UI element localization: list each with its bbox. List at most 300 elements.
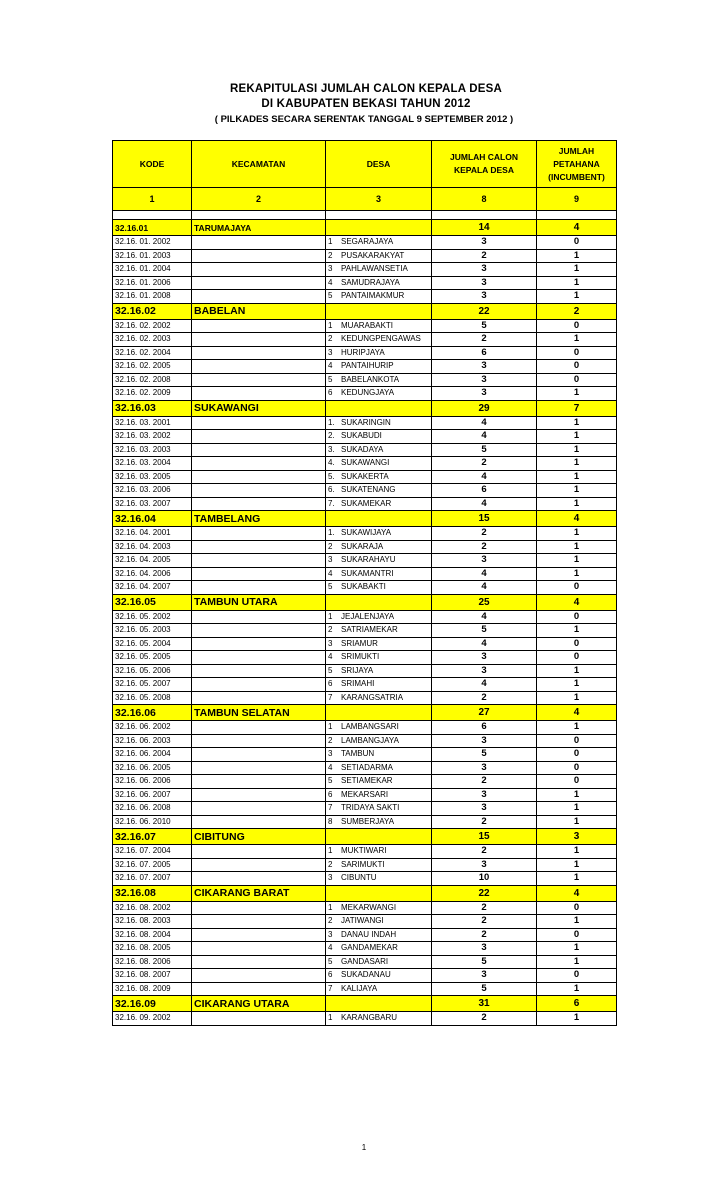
desa-jumlah-petahana: 1	[537, 955, 617, 969]
column-number: 2	[192, 188, 326, 211]
desa-cell	[326, 443, 432, 457]
desa-index: 1	[328, 846, 333, 856]
desa-cell	[326, 484, 432, 498]
desa-jumlah-calon: 2	[432, 691, 537, 705]
desa-row	[113, 678, 617, 692]
desa-name: JEJALENJAYA	[341, 611, 395, 621]
desa-jumlah-petahana: 1	[537, 290, 617, 304]
kecamatan-row	[113, 705, 617, 721]
desa-name: SUKAWANGI	[341, 458, 390, 468]
desa-jumlah-calon: 4	[432, 416, 537, 430]
desa-row	[113, 567, 617, 581]
desa-jumlah-petahana: 1	[537, 497, 617, 511]
gap-cell	[192, 211, 326, 220]
desa-index: 2	[328, 250, 333, 260]
desa-kecamatan-blank	[192, 624, 326, 638]
desa-jumlah-calon: 3	[432, 802, 537, 816]
desa-cell	[326, 416, 432, 430]
desa-code: 32.16. 02. 2004	[113, 346, 192, 360]
desa-jumlah-petahana: 1	[537, 416, 617, 430]
desa-code: 32.16. 05. 2008	[113, 691, 192, 705]
kecamatan-total-calon: 22	[432, 303, 537, 319]
desa-kecamatan-blank	[192, 470, 326, 484]
desa-name: DANAU INDAH	[341, 929, 397, 939]
desa-cell	[326, 915, 432, 929]
desa-jumlah-petahana: 0	[537, 236, 617, 250]
desa-name: KARANGBARU	[341, 1013, 398, 1023]
desa-jumlah-calon: 3	[432, 360, 537, 374]
desa-kecamatan-blank	[192, 721, 326, 735]
desa-jumlah-petahana: 1	[537, 554, 617, 568]
desa-jumlah-calon: 6	[432, 721, 537, 735]
kecamatan-row	[113, 220, 617, 236]
desa-jumlah-calon: 3	[432, 554, 537, 568]
desa-code: 32.16. 03. 2001	[113, 416, 192, 430]
header-jumlah-calon-label: JUMLAH CALON KEPALA DESA	[450, 152, 518, 175]
desa-index: 7.	[328, 498, 335, 508]
desa-index: 1	[328, 237, 333, 247]
desa-code: 32.16. 02. 2008	[113, 373, 192, 387]
desa-jumlah-calon: 4	[432, 678, 537, 692]
desa-jumlah-calon: 4	[432, 497, 537, 511]
desa-row	[113, 470, 617, 484]
desa-jumlah-calon: 2	[432, 457, 537, 471]
desa-cell	[326, 430, 432, 444]
desa-code: 32.16. 09. 2002	[113, 1012, 192, 1026]
desa-jumlah-calon: 6	[432, 346, 537, 360]
desa-code: 32.16. 01. 2003	[113, 249, 192, 263]
desa-row	[113, 748, 617, 762]
desa-index: 3	[328, 873, 333, 883]
kecamatan-desa-blank	[326, 885, 432, 901]
desa-code: 32.16. 01. 2008	[113, 290, 192, 304]
kecamatan-desa-blank	[326, 303, 432, 319]
desa-jumlah-petahana: 1	[537, 443, 617, 457]
desa-code: 32.16. 07. 2007	[113, 872, 192, 886]
desa-kecamatan-blank	[192, 955, 326, 969]
desa-code: 32.16. 04. 2001	[113, 527, 192, 541]
header-kecamatan: KECAMATAN	[192, 141, 326, 188]
desa-kecamatan-blank	[192, 858, 326, 872]
desa-code: 32.16. 08. 2007	[113, 969, 192, 983]
desa-cell	[326, 748, 432, 762]
desa-name: TAMBUN	[341, 749, 375, 759]
kecamatan-total-calon: 29	[432, 400, 537, 416]
desa-name: SUKABUDI	[341, 431, 382, 441]
kecamatan-code: 32.16.03	[113, 400, 192, 416]
desa-jumlah-petahana: 0	[537, 928, 617, 942]
desa-jumlah-petahana: 0	[537, 346, 617, 360]
desa-jumlah-calon: 3	[432, 651, 537, 665]
desa-kecamatan-blank	[192, 734, 326, 748]
desa-row	[113, 624, 617, 638]
desa-jumlah-petahana: 0	[537, 319, 617, 333]
desa-row	[113, 527, 617, 541]
kecamatan-code: 32.16.06	[113, 705, 192, 721]
desa-code: 32.16. 04. 2007	[113, 581, 192, 595]
desa-row	[113, 290, 617, 304]
desa-name: LAMBANGJAYA	[341, 735, 399, 745]
desa-kecamatan-blank	[192, 969, 326, 983]
desa-kecamatan-blank	[192, 290, 326, 304]
desa-jumlah-petahana: 0	[537, 373, 617, 387]
desa-name: KALIJAYA	[341, 983, 378, 993]
desa-index: 3	[328, 749, 333, 759]
kecamatan-name: SUKAWANGI	[192, 400, 326, 416]
kecamatan-row	[113, 303, 617, 319]
kecamatan-row	[113, 594, 617, 610]
desa-kecamatan-blank	[192, 346, 326, 360]
desa-cell	[326, 236, 432, 250]
desa-index: 6.	[328, 485, 335, 495]
recap-table	[112, 140, 617, 1026]
desa-name: CIBUNTU	[341, 873, 377, 883]
column-number: 8	[432, 188, 537, 211]
desa-jumlah-petahana: 1	[537, 249, 617, 263]
kecamatan-name: TARUMAJAYA	[192, 220, 326, 236]
desa-row	[113, 982, 617, 996]
table-body	[113, 220, 617, 1026]
desa-jumlah-petahana: 1	[537, 1012, 617, 1026]
desa-row	[113, 664, 617, 678]
desa-name: SARIMUKTI	[341, 859, 385, 869]
desa-row	[113, 360, 617, 374]
desa-jumlah-calon: 3	[432, 276, 537, 290]
desa-code: 32.16. 08. 2003	[113, 915, 192, 929]
desa-name: SRIJAYA	[341, 665, 374, 675]
desa-cell	[326, 387, 432, 401]
desa-jumlah-petahana: 1	[537, 470, 617, 484]
desa-kecamatan-blank	[192, 982, 326, 996]
desa-row	[113, 333, 617, 347]
desa-jumlah-calon: 5	[432, 955, 537, 969]
desa-name: GANDASARI	[341, 956, 389, 966]
kecamatan-name: CIKARANG BARAT	[192, 885, 326, 901]
desa-name: SUKAMEKAR	[341, 498, 392, 508]
desa-jumlah-calon: 2	[432, 527, 537, 541]
desa-cell	[326, 346, 432, 360]
desa-jumlah-petahana: 1	[537, 430, 617, 444]
desa-jumlah-petahana: 0	[537, 637, 617, 651]
desa-kecamatan-blank	[192, 263, 326, 277]
desa-kecamatan-blank	[192, 360, 326, 374]
desa-row	[113, 651, 617, 665]
desa-row	[113, 815, 617, 829]
kecamatan-code: 32.16.05	[113, 594, 192, 610]
desa-name: JATIWANGI	[341, 916, 384, 926]
desa-jumlah-petahana: 0	[537, 901, 617, 915]
desa-kecamatan-blank	[192, 664, 326, 678]
desa-jumlah-petahana: 1	[537, 387, 617, 401]
desa-row	[113, 249, 617, 263]
desa-code: 32.16. 03. 2002	[113, 430, 192, 444]
kecamatan-total-petahana: 4	[537, 220, 617, 236]
desa-code: 32.16. 08. 2006	[113, 955, 192, 969]
desa-cell	[326, 554, 432, 568]
desa-index: 6	[328, 970, 333, 980]
desa-cell	[326, 373, 432, 387]
desa-code: 32.16. 05. 2006	[113, 664, 192, 678]
desa-cell	[326, 928, 432, 942]
desa-jumlah-petahana: 1	[537, 333, 617, 347]
desa-index: 2	[328, 334, 333, 344]
desa-name: SUKARINGIN	[341, 417, 391, 427]
desa-kecamatan-blank	[192, 333, 326, 347]
desa-kecamatan-blank	[192, 527, 326, 541]
desa-jumlah-petahana: 1	[537, 815, 617, 829]
desa-name: LAMBANGSARI	[341, 722, 399, 732]
desa-index: 5	[328, 665, 333, 675]
desa-name: KEDUNGPENGAWAS	[341, 334, 421, 344]
desa-row	[113, 373, 617, 387]
desa-cell	[326, 1012, 432, 1026]
kecamatan-total-calon: 25	[432, 594, 537, 610]
desa-index: 5	[328, 291, 333, 301]
desa-code: 32.16. 04. 2003	[113, 540, 192, 554]
desa-jumlah-calon: 3	[432, 942, 537, 956]
desa-code: 32.16. 05. 2003	[113, 624, 192, 638]
desa-cell	[326, 858, 432, 872]
desa-index: 5.	[328, 471, 335, 481]
desa-jumlah-calon: 3	[432, 373, 537, 387]
document-subtitle: DI KABUPATEN BEKASI TAHUN 2012	[261, 98, 471, 110]
desa-cell	[326, 527, 432, 541]
desa-jumlah-calon: 4	[432, 470, 537, 484]
desa-cell	[326, 637, 432, 651]
desa-name: PAHLAWANSETIA	[341, 264, 408, 274]
desa-code: 32.16. 03. 2006	[113, 484, 192, 498]
desa-row	[113, 497, 617, 511]
desa-kecamatan-blank	[192, 319, 326, 333]
desa-index: 1	[328, 722, 333, 732]
kecamatan-row	[113, 885, 617, 901]
desa-name: MUARABAKTI	[341, 320, 394, 330]
desa-jumlah-petahana: 1	[537, 845, 617, 859]
desa-jumlah-petahana: 0	[537, 734, 617, 748]
desa-index: 1.	[328, 417, 335, 427]
desa-jumlah-petahana: 0	[537, 610, 617, 624]
desa-index: 3.	[328, 444, 335, 454]
desa-kecamatan-blank	[192, 540, 326, 554]
desa-cell	[326, 942, 432, 956]
desa-code: 32.16. 04. 2006	[113, 567, 192, 581]
desa-code: 32.16. 03. 2007	[113, 497, 192, 511]
desa-name: GANDAMEKAR	[341, 943, 398, 953]
desa-row	[113, 928, 617, 942]
kecamatan-total-calon: 27	[432, 705, 537, 721]
desa-code: 32.16. 03. 2005	[113, 470, 192, 484]
desa-kecamatan-blank	[192, 457, 326, 471]
desa-jumlah-petahana: 1	[537, 802, 617, 816]
desa-kecamatan-blank	[192, 430, 326, 444]
kecamatan-total-petahana: 4	[537, 511, 617, 527]
desa-name: SUKAMANTRI	[341, 568, 394, 578]
desa-jumlah-calon: 5	[432, 624, 537, 638]
kecamatan-code: 32.16.04	[113, 511, 192, 527]
desa-row	[113, 540, 617, 554]
kecamatan-name: TAMBUN SELATAN	[192, 705, 326, 721]
desa-index: 5	[328, 956, 333, 966]
desa-row	[113, 1012, 617, 1026]
desa-index: 1	[328, 902, 333, 912]
desa-kecamatan-blank	[192, 443, 326, 457]
desa-name: MEKARSARI	[341, 789, 389, 799]
desa-row	[113, 443, 617, 457]
kecamatan-name: TAMBUN UTARA	[192, 594, 326, 610]
desa-jumlah-calon: 3	[432, 788, 537, 802]
desa-code: 32.16. 06. 2002	[113, 721, 192, 735]
desa-code: 32.16. 04. 2005	[113, 554, 192, 568]
desa-jumlah-petahana: 0	[537, 651, 617, 665]
desa-index: 4	[328, 277, 333, 287]
header-jumlah-petahana	[537, 141, 617, 188]
desa-code: 32.16. 02. 2009	[113, 387, 192, 401]
desa-cell	[326, 290, 432, 304]
desa-jumlah-calon: 2	[432, 815, 537, 829]
desa-name: SUKAKERTA	[341, 471, 389, 481]
desa-jumlah-calon: 5	[432, 319, 537, 333]
desa-kecamatan-blank	[192, 249, 326, 263]
desa-code: 32.16. 05. 2002	[113, 610, 192, 624]
desa-jumlah-petahana: 1	[537, 624, 617, 638]
desa-kecamatan-blank	[192, 915, 326, 929]
desa-cell	[326, 691, 432, 705]
desa-row	[113, 610, 617, 624]
desa-jumlah-petahana: 0	[537, 761, 617, 775]
desa-jumlah-calon: 3	[432, 969, 537, 983]
desa-cell	[326, 581, 432, 595]
desa-index: 2.	[328, 431, 335, 441]
desa-cell	[326, 969, 432, 983]
desa-row	[113, 858, 617, 872]
kecamatan-total-calon: 22	[432, 885, 537, 901]
desa-row	[113, 942, 617, 956]
desa-jumlah-petahana: 1	[537, 540, 617, 554]
desa-code: 32.16. 08. 2005	[113, 942, 192, 956]
desa-code: 32.16. 05. 2005	[113, 651, 192, 665]
desa-jumlah-calon: 4	[432, 567, 537, 581]
desa-cell	[326, 540, 432, 554]
desa-kecamatan-blank	[192, 802, 326, 816]
kecamatan-total-calon: 31	[432, 996, 537, 1012]
desa-code: 32.16. 06. 2003	[113, 734, 192, 748]
desa-index: 1	[328, 1013, 333, 1023]
header-desa: DESA	[326, 141, 432, 188]
desa-jumlah-petahana: 0	[537, 360, 617, 374]
desa-index: 7	[328, 983, 333, 993]
desa-jumlah-calon: 2	[432, 333, 537, 347]
desa-name: SETIAMEKAR	[341, 776, 393, 786]
desa-jumlah-calon: 4	[432, 430, 537, 444]
gap-cell	[326, 211, 432, 220]
desa-kecamatan-blank	[192, 236, 326, 250]
header-kode: KODE	[113, 141, 192, 188]
desa-index: 1	[328, 320, 333, 330]
desa-jumlah-petahana: 0	[537, 775, 617, 789]
desa-cell	[326, 457, 432, 471]
desa-row	[113, 554, 617, 568]
desa-code: 32.16. 01. 2004	[113, 263, 192, 277]
desa-name: MEKARWANGI	[341, 902, 397, 912]
desa-code: 32.16. 08. 2002	[113, 901, 192, 915]
kecamatan-name: CIKARANG UTARA	[192, 996, 326, 1012]
desa-kecamatan-blank	[192, 788, 326, 802]
desa-row	[113, 845, 617, 859]
desa-cell	[326, 901, 432, 915]
desa-jumlah-calon: 6	[432, 484, 537, 498]
desa-index: 5	[328, 374, 333, 384]
kecamatan-code: 32.16.07	[113, 829, 192, 845]
desa-index: 4	[328, 361, 333, 371]
desa-name: PANTAIMAKMUR	[341, 291, 405, 301]
desa-name: KARANGSATRIA	[341, 692, 404, 702]
desa-name: SRIAMUR	[341, 638, 378, 648]
desa-row	[113, 236, 617, 250]
desa-index: 4	[328, 568, 333, 578]
desa-index: 5	[328, 582, 333, 592]
desa-name: TRIDAYA SAKTI	[341, 803, 400, 813]
desa-row	[113, 484, 617, 498]
desa-code: 32.16. 01. 2002	[113, 236, 192, 250]
desa-index: 1	[328, 611, 333, 621]
desa-kecamatan-blank	[192, 678, 326, 692]
desa-name: HURIPJAYA	[341, 347, 385, 357]
desa-jumlah-calon: 10	[432, 872, 537, 886]
desa-jumlah-calon: 2	[432, 845, 537, 859]
desa-jumlah-petahana: 1	[537, 858, 617, 872]
kecamatan-name: CIBITUNG	[192, 829, 326, 845]
desa-kecamatan-blank	[192, 815, 326, 829]
kecamatan-row	[113, 829, 617, 845]
desa-index: 2	[328, 735, 333, 745]
desa-name: SUKADAYA	[341, 444, 384, 454]
desa-code: 32.16. 06. 2005	[113, 761, 192, 775]
kecamatan-desa-blank	[326, 511, 432, 527]
desa-code: 32.16. 08. 2009	[113, 982, 192, 996]
kecamatan-row	[113, 511, 617, 527]
desa-name: SATRIAMEKAR	[341, 625, 398, 635]
desa-cell	[326, 775, 432, 789]
desa-row	[113, 430, 617, 444]
desa-index: 3	[328, 555, 333, 565]
desa-cell	[326, 470, 432, 484]
kecamatan-row	[113, 996, 617, 1012]
desa-jumlah-calon: 3	[432, 263, 537, 277]
desa-row	[113, 457, 617, 471]
kecamatan-total-petahana: 4	[537, 594, 617, 610]
desa-cell	[326, 761, 432, 775]
desa-cell	[326, 845, 432, 859]
desa-code: 32.16. 06. 2004	[113, 748, 192, 762]
desa-row	[113, 775, 617, 789]
desa-jumlah-calon: 2	[432, 928, 537, 942]
kecamatan-code: 32.16.08	[113, 885, 192, 901]
desa-jumlah-calon: 4	[432, 637, 537, 651]
desa-cell	[326, 263, 432, 277]
desa-code: 32.16. 08. 2004	[113, 928, 192, 942]
desa-kecamatan-blank	[192, 691, 326, 705]
desa-code: 32.16. 05. 2007	[113, 678, 192, 692]
desa-index: 4	[328, 943, 333, 953]
desa-jumlah-calon: 3	[432, 858, 537, 872]
kecamatan-code: 32.16.02	[113, 303, 192, 319]
desa-row	[113, 691, 617, 705]
kecamatan-total-calon: 15	[432, 829, 537, 845]
desa-kecamatan-blank	[192, 373, 326, 387]
desa-index: 2	[328, 859, 333, 869]
desa-row	[113, 319, 617, 333]
desa-row	[113, 637, 617, 651]
